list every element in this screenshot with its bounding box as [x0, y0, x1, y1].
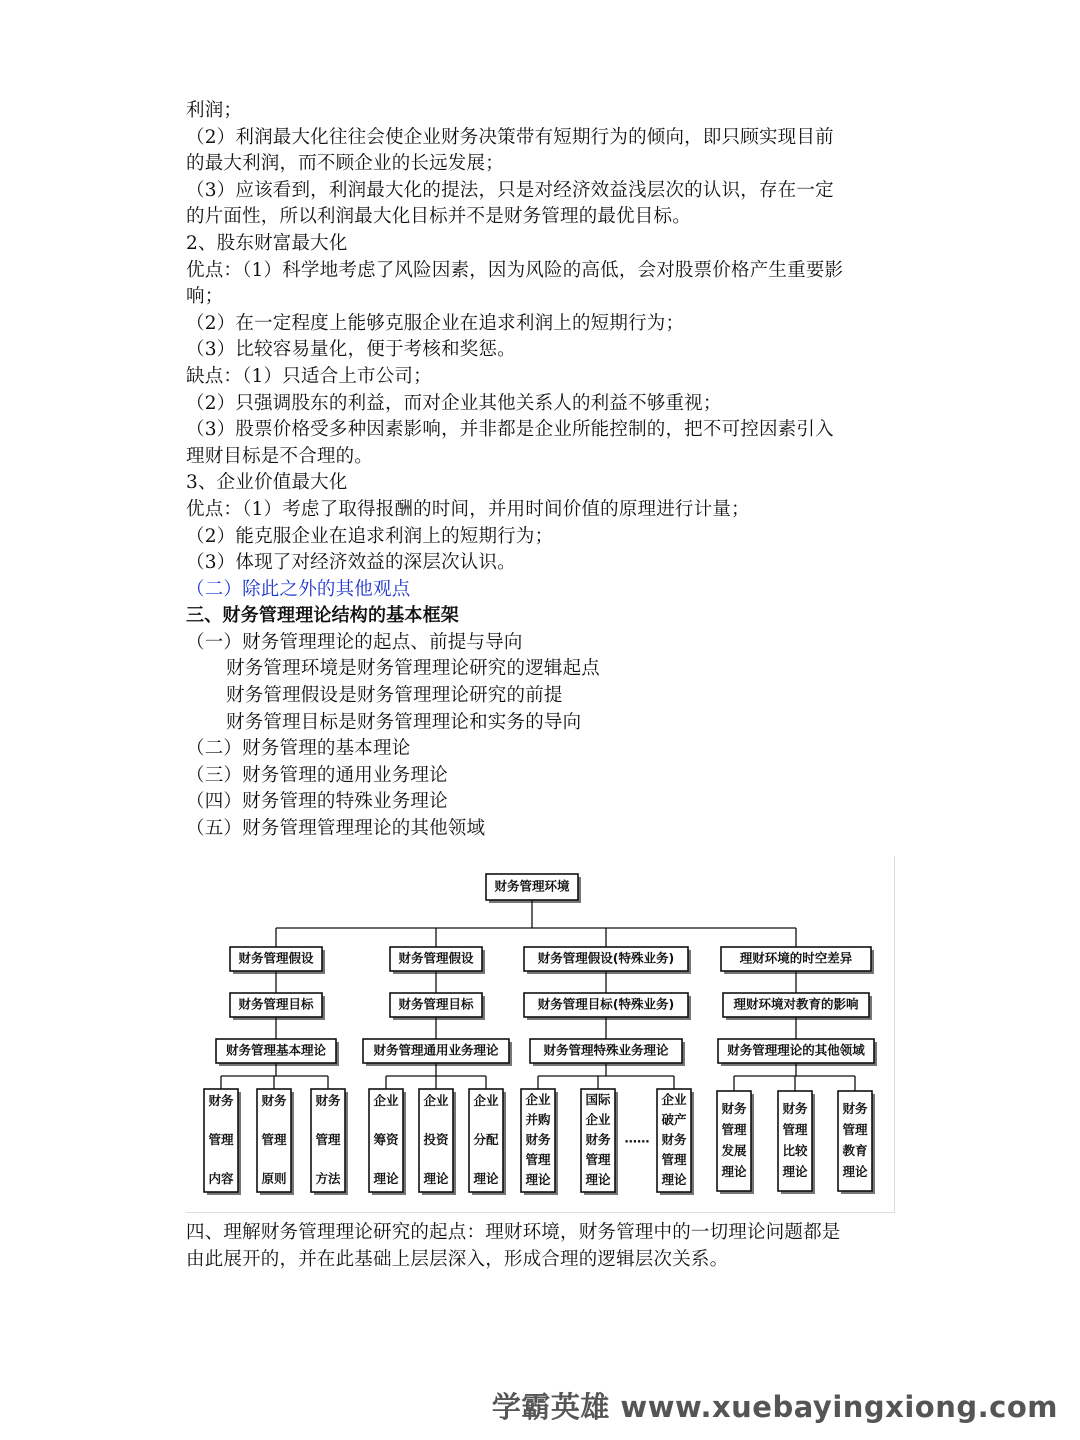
- branch-3-row-3-label: 财务管理理论的其他领域: [727, 1042, 865, 1058]
- branch-0-row-1-label: 财务管理假设: [238, 950, 314, 966]
- branch-2-leaf-1-text: 财务: [585, 1132, 611, 1147]
- text-line: 的最大利润，而不顾企业的长远发展；: [186, 153, 504, 175]
- branch-0-row-2-label: 财务管理目标: [238, 996, 314, 1012]
- branch-1-leaf-1-text: 投资: [423, 1132, 449, 1147]
- text-line: （3）股票价格受多种因素影响，并非都是企业所能控制的，把不可控因素引入: [186, 419, 834, 441]
- text-line: （五）财务管理管理理论的其他领域: [186, 818, 486, 840]
- section-heading: 三、财务管理理论结构的基本框架: [186, 605, 459, 627]
- branch-1-row-1-label: 财务管理假设: [398, 950, 474, 966]
- branch-2-row-3-label: 财务管理特殊业务理论: [543, 1042, 669, 1058]
- text-line: 的片面性，所以利润最大化目标并不是财务管理的最优目标。: [186, 206, 691, 228]
- branch-2-leaf-0-text: 管理: [525, 1152, 551, 1167]
- branch-2-leaf-1-text: 管理: [585, 1152, 611, 1167]
- branch-2-leaf-0-text: 理论: [525, 1172, 551, 1187]
- branch-3-leaf-2-text: 教育: [842, 1143, 868, 1158]
- branch-3-leaf-2-text: 管理: [842, 1122, 868, 1137]
- branch-2-leaf-2-text: 理论: [661, 1172, 687, 1187]
- text-line: （2）只强调股东的利益，而对企业其他关系人的利益不够重视；: [186, 392, 722, 414]
- branch-0-leaf-2-text: 方法: [315, 1171, 341, 1186]
- text-line: （3）体现了对经济效益的深层次认识。: [186, 552, 516, 574]
- branch-2-leaf-1-text: 国际: [585, 1092, 611, 1107]
- text-line: 2、股东财富最大化: [186, 232, 348, 254]
- branch-0-leaf-0-text: 管理: [208, 1132, 234, 1147]
- branch-3-leaf-0-text: 财务: [721, 1101, 747, 1116]
- text-line: 财务管理假设是财务管理理论研究的前提: [226, 685, 563, 707]
- branch-1-leaf-1-text: 企业: [423, 1093, 449, 1108]
- branch-2-leaf-0-text: 财务: [525, 1132, 551, 1147]
- branch-2-row-2-label: 财务管理目标(特殊业务): [537, 996, 675, 1012]
- branch-2-leaf-0-text: 并购: [525, 1112, 551, 1127]
- text-line: （2）能克服企业在追求利润上的短期行为；: [186, 525, 554, 547]
- branch-1-leaf-0-text: 理论: [373, 1171, 399, 1186]
- text-line: 财务管理目标是财务管理理论和实务的导向: [226, 711, 582, 733]
- branch-2-leaf-1-text: 理论: [585, 1172, 611, 1187]
- branch-0-leaf-1-text: 管理: [261, 1132, 287, 1147]
- branch-2-leaf-0-text: 企业: [525, 1092, 551, 1107]
- branch-1-row-3-label: 财务管理通用业务理论: [373, 1042, 499, 1058]
- subsection-link-text: （二）除此之外的其他观点: [186, 578, 411, 600]
- branch-2-leaf-2-text: 管理: [661, 1152, 687, 1167]
- text-line: 利润；: [186, 100, 243, 121]
- text-line: 响；: [186, 286, 224, 308]
- branch-3-leaf-0-text: 理论: [721, 1164, 747, 1179]
- text-line: 四、理解财务管理理论研究的起点：理财环境，财务管理中的一切理论问题都是: [186, 1222, 841, 1243]
- branch-3-leaf-0-text: 发展: [721, 1143, 747, 1158]
- closing-paragraph: [186, 1220, 906, 1273]
- branch-3-leaf-1-text: 管理: [782, 1122, 808, 1137]
- text-line: 财务管理环境是财务管理理论研究的逻辑起点: [226, 658, 601, 680]
- ellipsis-mark: ……: [624, 1130, 650, 1146]
- text-line: （三）财务管理的通用业务理论: [186, 764, 448, 786]
- document-body: [186, 98, 906, 843]
- text-line: 3、企业价值最大化: [186, 472, 348, 494]
- branch-3-leaf-1-text: 比较: [782, 1143, 808, 1158]
- branch-0-leaf-0-text: 内容: [208, 1171, 234, 1186]
- text-line: （2）在一定程度上能够克服企业在追求利润上的短期行为；: [186, 312, 685, 334]
- branch-0-leaf-2-text: 财务: [315, 1093, 341, 1108]
- branch-0-row-3-label: 财务管理基本理论: [225, 1042, 327, 1058]
- branch-0-leaf-1-text: 原则: [261, 1171, 287, 1186]
- branch-1-leaf-0-text: 企业: [373, 1093, 399, 1108]
- branch-3-row-2-label: 理财环境对教育的影响: [733, 996, 859, 1012]
- diagram-svg: [186, 856, 894, 1212]
- branch-1-row-2-label: 财务管理目标: [398, 996, 474, 1012]
- branch-1-leaf-2-text: 企业: [473, 1093, 499, 1108]
- branch-3-leaf-1-text: 财务: [782, 1101, 808, 1116]
- text-line: （2）利润最大化往往会使企业财务决策带有短期行为的倾向，即只顾实现目前: [186, 126, 834, 148]
- branch-2-leaf-2-text: 企业: [661, 1092, 687, 1107]
- branch-3-leaf-0-text: 管理: [721, 1122, 747, 1137]
- branch-3-leaf-1-text: 理论: [782, 1164, 808, 1179]
- text-line: （3）应该看到，利润最大化的提法，只是对经济效益浅层次的认识，存在一定: [186, 179, 834, 201]
- text-line: 由此展开的，并在此基础上层层深入，形成合理的逻辑层次关系。: [186, 1248, 729, 1270]
- text-line: 优点：（1）考虑了取得报酬的时间，并用时间价值的原理进行计量；: [186, 498, 750, 520]
- root-label: 财务管理环境: [494, 878, 570, 894]
- framework-diagram: [186, 856, 895, 1213]
- branch-1-leaf-1-text: 理论: [423, 1171, 449, 1186]
- branch-3-leaf-2-text: 财务: [842, 1101, 868, 1116]
- text-line: （一）财务管理理论的起点、前提与导向: [186, 631, 523, 653]
- branch-1-leaf-0-text: 筹资: [373, 1132, 399, 1147]
- branch-3-leaf-2-text: 理论: [842, 1164, 868, 1179]
- branch-1-leaf-2-text: 理论: [473, 1171, 499, 1186]
- branch-0-leaf-2-text: 管理: [315, 1132, 341, 1147]
- branch-2-leaf-2-text: 财务: [661, 1132, 687, 1147]
- text-line: 缺点：（1）只适合上市公司；: [186, 365, 432, 387]
- branch-2-leaf-2-text: 破产: [661, 1112, 687, 1127]
- text-line: （四）财务管理的特殊业务理论: [186, 791, 448, 813]
- branch-1-leaf-2-text: 分配: [473, 1132, 499, 1147]
- text-line: 理财目标是不合理的。: [186, 445, 374, 467]
- text-line: （3）比较容易量化，便于考核和奖惩。: [186, 339, 516, 361]
- branch-0-leaf-0-text: 财务: [208, 1093, 234, 1108]
- branch-2-leaf-1-text: 企业: [585, 1112, 611, 1127]
- text-line: （二）财务管理的基本理论: [186, 738, 411, 760]
- branch-0-leaf-1-text: 财务: [261, 1093, 287, 1108]
- site-watermark: 学霸英雄 www.xuebayingxiong.com: [491, 1390, 1058, 1424]
- branch-2-row-1-label: 财务管理假设(特殊业务): [537, 950, 675, 966]
- branch-3-row-1-label: 理财环境的时空差异: [739, 950, 853, 966]
- text-line: 优点：（1）科学地考虑了风险因素，因为风险的高低，会对股票价格产生重要影: [186, 259, 844, 281]
